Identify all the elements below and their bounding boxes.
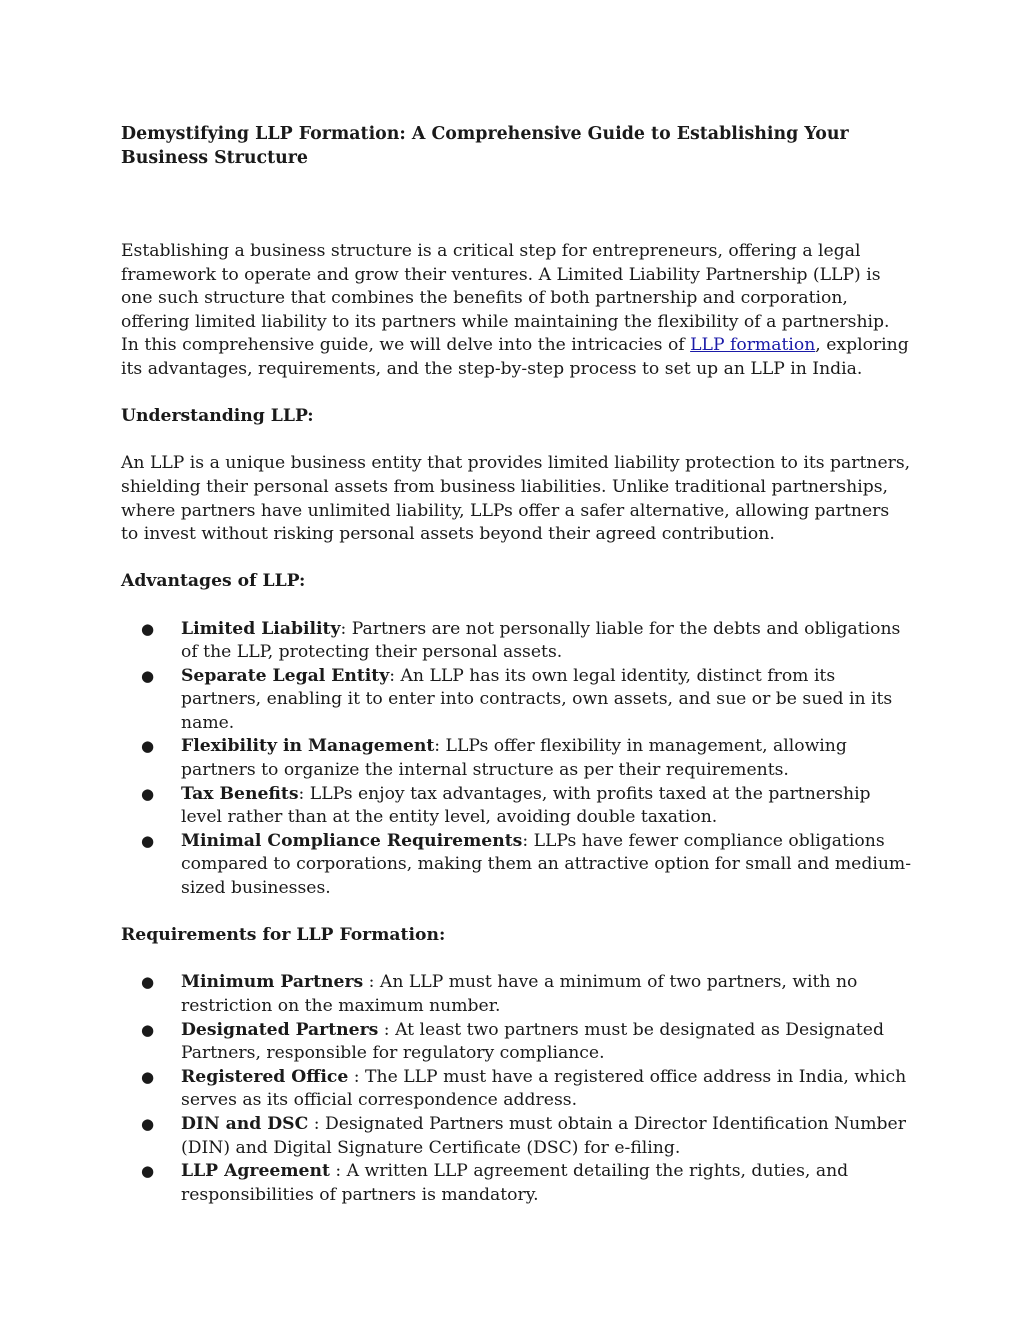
list-item-separator: : — [298, 783, 310, 804]
bullet-icon: ● — [141, 737, 155, 756]
requirements-heading: Requirements for LLP Formation: — [121, 925, 446, 946]
llp-formation-link[interactable]: LLP formation — [690, 335, 816, 356]
bullet-icon: ● — [141, 1020, 155, 1039]
bullet-icon: ● — [141, 619, 155, 638]
advantages-heading: Advantages of LLP: — [121, 571, 306, 592]
bullet-icon: ● — [141, 784, 155, 803]
list-item — [121, 1066, 911, 1113]
list-item-separator: : — [363, 972, 380, 993]
list-item-term: Minimal Compliance Requirements — [181, 830, 523, 851]
list-item — [121, 1160, 911, 1207]
list-item — [121, 665, 911, 736]
list-item — [121, 830, 911, 901]
list-item-desc: An LLP has its own legal identity, distinct from its partners, enabling it to enter into contracts, own assets, and sue or be sued in its name. — [181, 665, 893, 733]
list-item-separator: : — [389, 665, 401, 686]
list-item-desc: LLPs offer flexibility in management, allowing partners to organize the internal structure as per their requirements. — [181, 736, 847, 781]
list-item-term: Tax Benefits — [181, 783, 299, 804]
list-item-desc: LLPs have fewer compliance obligations compared to corporations, making them an attractive option for small and medium-sized businesses. — [181, 830, 912, 899]
list-item-desc: LLPs enjoy tax advantages, with profits taxed at the partnership level rather than at the entity level, avoiding double taxation. — [181, 783, 871, 828]
list-item-term: Limited Liability — [181, 618, 341, 639]
list-item — [121, 1019, 911, 1066]
list-item-separator: : — [340, 618, 352, 639]
list-item-desc: An LLP must have a minimum of two partners, with no restriction on the maximum number. — [181, 972, 858, 1016]
bullet-icon: ● — [141, 1067, 155, 1086]
list-item-separator: : — [348, 1066, 366, 1087]
list-item-term: Flexibility in Management — [181, 736, 435, 757]
list-item-term: Designated Partners — [181, 1019, 379, 1040]
list-item-term: Minimum Partners — [181, 972, 364, 993]
list-item-desc: Partners are not personally liable for the debts and obligations of the LLP, protecting their personal assets. — [181, 618, 901, 663]
document-page — [121, 122, 911, 1231]
intro-text-after-link: , exploring its advantages, requirements, and the step-by-step process to set up an LLP in India. — [121, 335, 909, 379]
list-item-separator: : — [308, 1113, 325, 1134]
list-item — [121, 618, 911, 665]
understanding-heading: Understanding LLP: — [121, 406, 314, 427]
list-item-term: Registered Office — [181, 1066, 349, 1087]
list-item-separator: : — [522, 830, 534, 851]
bullet-icon: ● — [141, 973, 155, 992]
bullet-icon: ● — [141, 1114, 155, 1133]
list-item-desc: At least two partners must be designated as Designated Partners, responsible for regulatory compliance. — [181, 1019, 884, 1064]
advantages-list — [121, 618, 911, 901]
bullet-icon: ● — [141, 831, 155, 850]
bullet-icon: ● — [141, 1162, 155, 1181]
list-item-separator: : — [434, 736, 446, 757]
intro-text-before-link: Establishing a business structure is a critical step for entrepreneurs, offering a legal framework to operate and grow their ventures. A Limited Liability Partnership (LLP) is one such structure that combines the benefits of both partnership and corporation, offering limited liability to its partners while maintaining the flexibility of a partnership. In this comprehensive guide, we will delve into the intricacies of — [121, 241, 890, 356]
intro-paragraph — [121, 240, 911, 382]
requirements-list — [121, 971, 911, 1207]
list-item-term: DIN and DSC — [181, 1113, 309, 1134]
list-item-term: Separate Legal Entity — [181, 665, 390, 686]
understanding-paragraph: An LLP is a unique business entity that provides limited liability protection to its partners, shielding their personal assets from business liabilities. Unlike traditional partnerships, where partners have unlimited liability, LLPs offer a safer alternative, allowing partners to invest without risking personal assets beyond their agreed contribution. — [121, 453, 911, 545]
list-item-separator: : — [329, 1161, 347, 1182]
bullet-icon: ● — [141, 666, 155, 685]
document-title: Demystifying LLP Formation: A Comprehensive Guide to Establishing Your Business Structure — [121, 124, 849, 168]
list-item-desc: Designated Partners must obtain a Director Identification Number (DIN) and Digital Signature Certificate (DSC) for e-filing. — [181, 1113, 906, 1158]
list-item — [121, 735, 911, 782]
list-item — [121, 1113, 911, 1160]
list-item-term: LLP Agreement — [181, 1161, 330, 1182]
list-item — [121, 783, 911, 830]
list-item-separator: : — [378, 1019, 396, 1040]
list-item — [121, 971, 911, 1018]
list-item-desc: The LLP must have a registered office address in India, which serves as its official correspondence address. — [181, 1066, 907, 1111]
list-item-desc: A written LLP agreement detailing the rights, duties, and responsibilities of partners is mandatory. — [181, 1161, 849, 1205]
